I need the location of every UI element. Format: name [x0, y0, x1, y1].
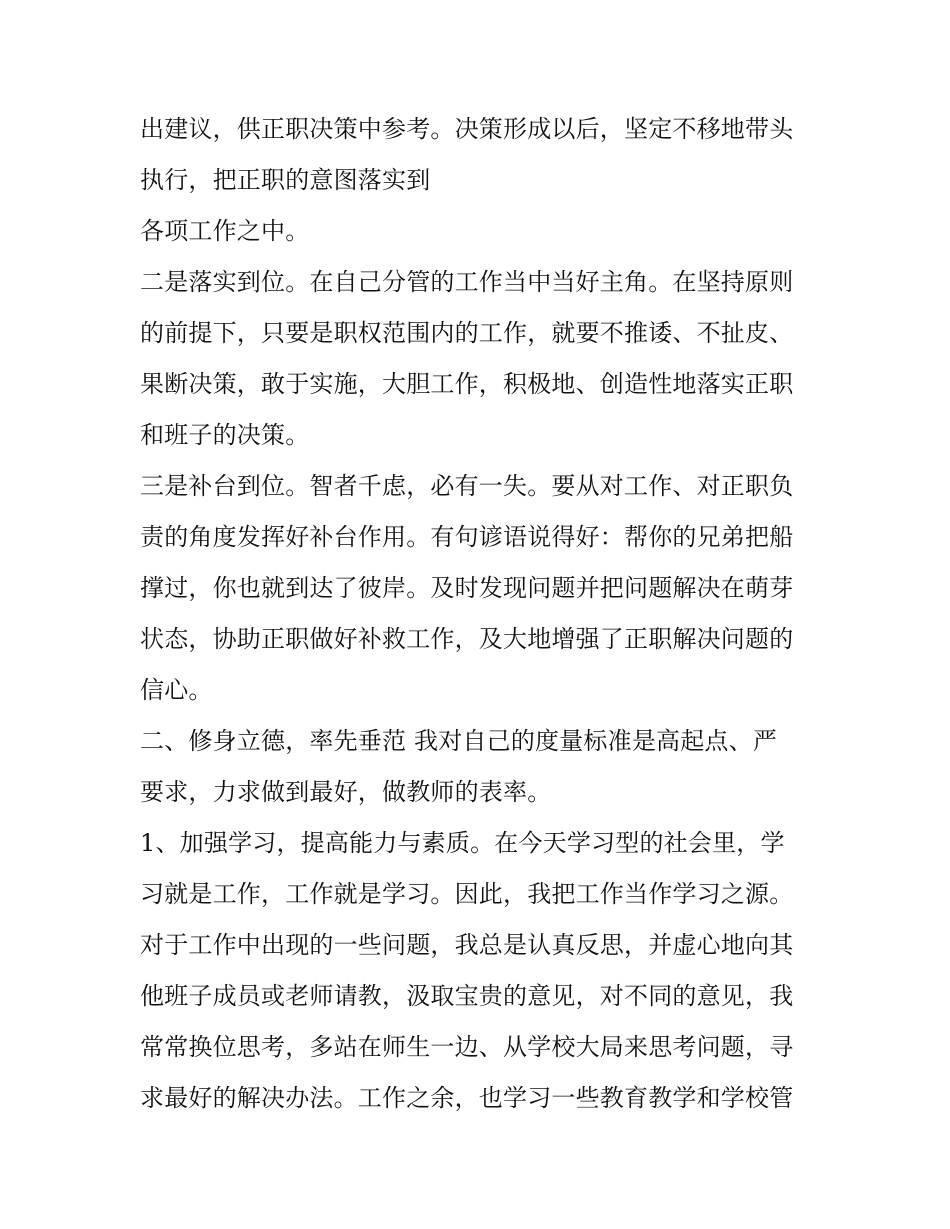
text-line: 执行，把正职的意图落实到: [140, 166, 431, 194]
text-line: 果断决策，敢于实施，大胆工作，积极地、创造性地落实正职: [140, 370, 794, 398]
text-line: 对于工作中出现的一些问题，我总是认真反思，并虚心地向其: [140, 931, 794, 959]
text-line: 和班子的决策。: [140, 421, 310, 449]
text-line: 习就是工作，工作就是学习。因此，我把工作当作学习之源。: [140, 880, 794, 908]
text-line: 三是补台到位。智者千虑，必有一失。要从对工作、对正职负: [140, 472, 794, 500]
text-line: 二、修身立德，率先垂范 我对自己的度量标准是高起点、严: [140, 727, 778, 755]
text-line: 出建议，供正职决策中参考。决策形成以后，坚定不移地带头: [140, 115, 794, 143]
text-line: 撑过，你也就到达了彼岸。及时发现问题并把问题解决在萌芽: [140, 574, 794, 602]
text-line: 求最好的解决办法。工作之余，也学习一些教育教学和学校管: [140, 1084, 794, 1112]
text-line: 他班子成员或老师请教，汲取宝贵的意见，对不同的意见，我: [140, 982, 794, 1010]
text-line: 二是落实到位。在自己分管的工作当中当好主角。在坚持原则: [140, 268, 794, 296]
text-line: 各项工作之中。: [140, 217, 310, 245]
text-line: 责的角度发挥好补台作用。有句谚语说得好：帮你的兄弟把船: [140, 523, 794, 551]
text-line: 要求，力求做到最好，做教师的表率。: [140, 778, 552, 806]
text-line: 的前提下，只要是职权范围内的工作，就要不推诿、不扯皮、: [140, 319, 794, 347]
text-line: 状态，协助正职做好补救工作，及大地增强了正职解决问题的: [140, 625, 794, 653]
text-line: 常常换位思考，多站在师生一边、从学校大局来思考问题，寻: [140, 1033, 794, 1061]
text-line: 1、加强学习，提高能力与素质。在今天学习型的社会里，学: [140, 829, 785, 857]
document-body: [140, 104, 820, 1124]
text-line: 信心。: [140, 676, 213, 704]
